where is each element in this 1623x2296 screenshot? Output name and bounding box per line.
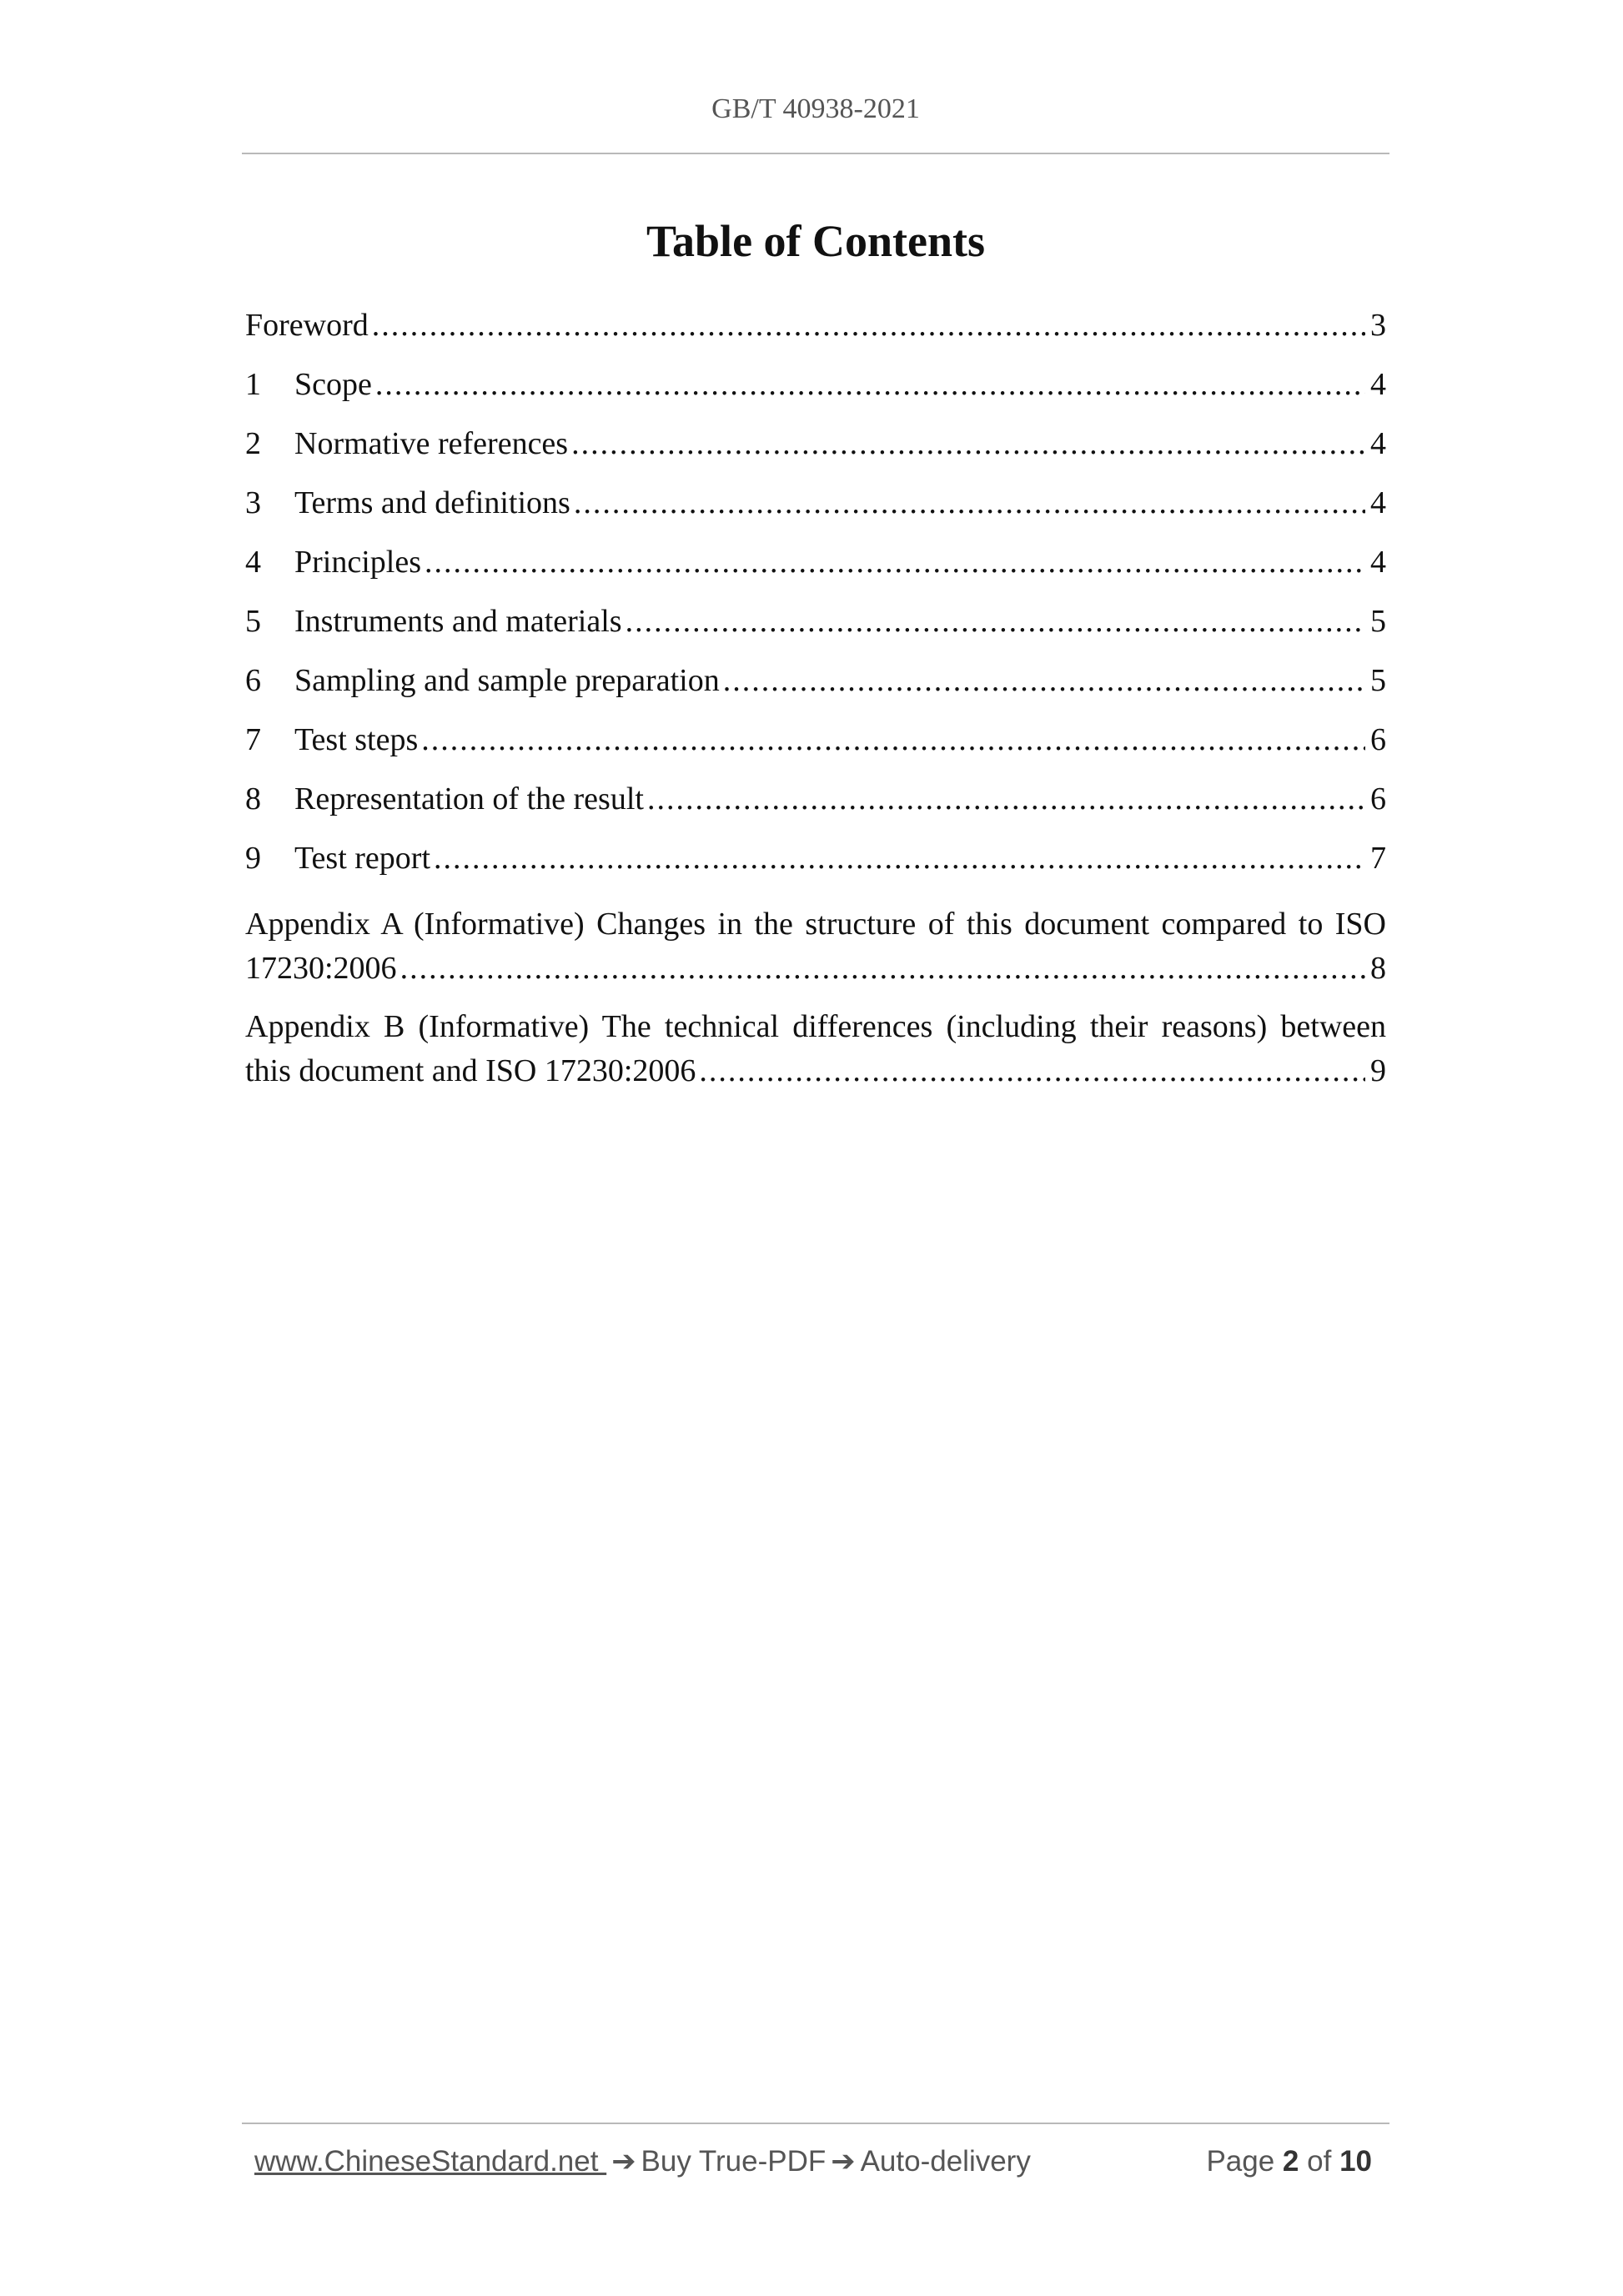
dot-leader [421,718,1365,762]
toc-entry-number: 2 [245,426,261,461]
toc-entry-representation-of-the-result[interactable] [245,777,1386,837]
toc-entry-label-line2: 17230:2006 [245,951,397,986]
toc-entry-page: 4 [1370,367,1386,402]
right-arrow-icon: ➔ [611,2145,636,2178]
toc-entry-page: 4 [1370,426,1386,461]
page-indicator [1206,2145,1372,2178]
toc-list [245,304,1386,1108]
current-page-number: 2 [1282,2145,1299,2178]
toc-entry-page: 5 [1370,604,1386,639]
toc-entry-principles[interactable] [245,540,1386,600]
header-divider [242,153,1389,154]
toc-entry-instruments-and-materials[interactable] [245,600,1386,659]
toc-entry-label: Instruments and materials [294,604,622,639]
toc-entry-number: 4 [245,545,261,580]
toc-entry-test-report[interactable] [245,837,1386,896]
dot-leader [571,422,1365,466]
toc-entry-number: 8 [245,781,261,816]
toc-entry-label: Principles [294,545,421,580]
toc-entry-test-steps[interactable] [245,718,1386,777]
toc-entry-label: Test steps [294,722,419,757]
toc-entry-page: 6 [1370,722,1386,757]
dot-leader [723,659,1365,703]
dot-leader [574,481,1365,525]
toc-entry-number: 6 [245,663,261,698]
document-code-header: GB/T 40938-2021 [711,93,920,124]
toc-entry-label-line2: this document and ISO 17230:2006 [245,1053,696,1088]
toc-entry-label: Normative references [294,426,569,461]
right-arrow-icon: ➔ [831,2145,856,2178]
dot-leader [699,1049,1365,1093]
toc-entry-appendix-a[interactable] [245,902,1386,991]
toc-entry-label-line1: Appendix B (Informative) The technical differences (including their reasons) between [245,1009,1386,1044]
toc-entry-page: 7 [1370,841,1386,876]
toc-entry-normative-references[interactable] [245,422,1386,481]
toc-entry-foreword[interactable] [245,304,1386,363]
toc-entry-label: Foreword [245,308,369,343]
auto-delivery-text: Auto-delivery [860,2145,1031,2178]
toc-entry-page: 3 [1370,308,1386,343]
buy-true-pdf-text: Buy True-PDF [641,2145,827,2178]
toc-entry-page: 9 [1370,1053,1386,1088]
dot-leader [647,777,1365,821]
toc-title: Table of Contents [646,216,986,266]
toc-entry-label-line1: Appendix A (Informative) Changes in the structure of this document compared to ISO [245,907,1386,942]
toc-entry-page: 4 [1370,485,1386,520]
page-of-label: of [1307,2145,1332,2178]
toc-entry-number: 7 [245,722,261,757]
toc-entry-number: 5 [245,604,261,639]
toc-entry-label: Representation of the result [294,781,644,816]
toc-entry-appendix-b[interactable] [245,1005,1386,1093]
dot-leader [425,540,1365,585]
footer-promo [254,2145,1031,2178]
toc-entry-sampling-and-sample-preparation[interactable] [245,659,1386,718]
toc-entry-label: Scope [294,367,372,402]
toc-entry-page: 8 [1370,951,1386,986]
toc-entry-page: 4 [1370,545,1386,580]
dot-leader [372,304,1365,348]
toc-entry-label: Sampling and sample preparation [294,663,720,698]
dot-leader [375,363,1365,407]
toc-entry-label: Terms and definitions [294,485,570,520]
toc-entry-label: Test report [294,841,431,876]
total-page-count: 10 [1339,2145,1372,2178]
dot-leader [434,837,1365,881]
footer-divider [242,2123,1389,2124]
toc-entry-number: 1 [245,367,261,402]
toc-entry-number: 3 [245,485,261,520]
toc-entry-terms-and-definitions[interactable] [245,481,1386,540]
website-link[interactable]: www.ChineseStandard.net [254,2145,607,2178]
toc-entry-number: 9 [245,841,261,876]
toc-entry-scope[interactable] [245,363,1386,422]
dot-leader [400,947,1365,991]
toc-entry-page: 5 [1370,663,1386,698]
toc-entry-page: 6 [1370,781,1386,816]
page-label: Page [1206,2145,1275,2178]
dot-leader [626,600,1365,644]
